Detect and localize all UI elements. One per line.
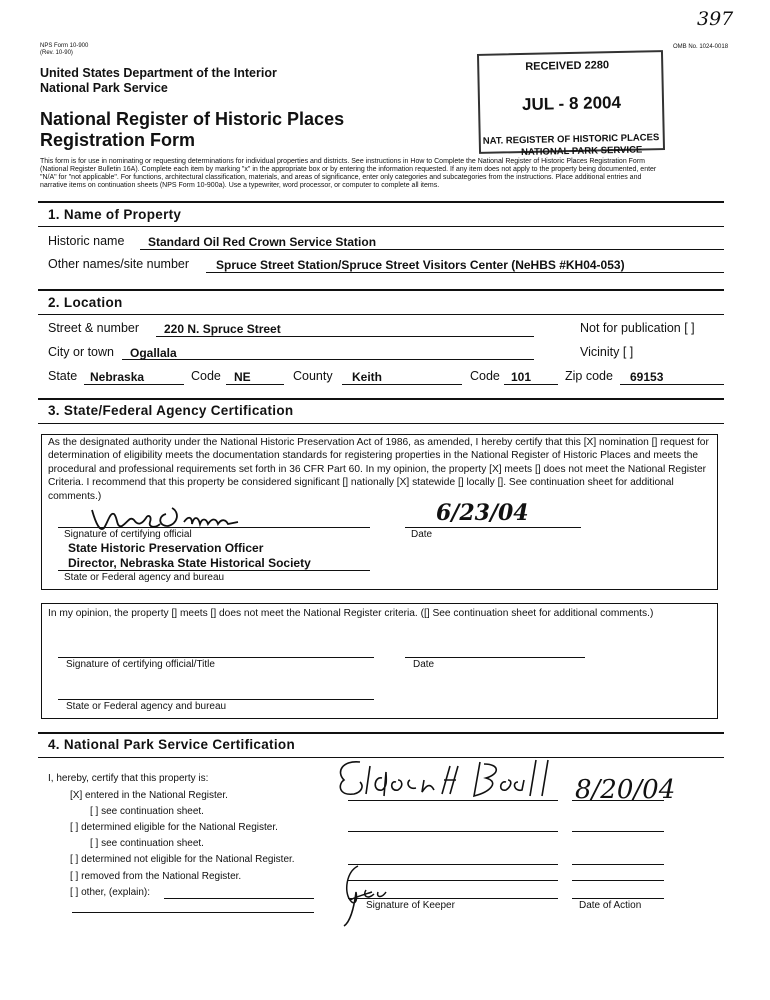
section-2-heading: 2. Location: [48, 295, 123, 310]
street-value: 220 N. Spruce Street: [164, 322, 281, 336]
county-code-label: Code: [470, 369, 500, 383]
option-entered[interactable]: [X] entered in the National Register.: [70, 790, 228, 801]
opinion-date-label: Date: [413, 659, 435, 670]
agency-label: State or Federal agency and bureau: [64, 572, 225, 583]
instructions-line-3: "N/A" for "not applicable". For functions, architectural classification, materials, and areas of significance, enter only categories and subcategories from the instructions. Place additional entries and: [40, 174, 642, 181]
state-value: Nebraska: [90, 370, 145, 384]
keeper-signature: [330, 752, 560, 812]
section-4-rule: [38, 732, 724, 734]
other-names-value: Spruce Street Station/Spruce Street Visitors Center (NeHBS #KH04-053): [216, 258, 625, 272]
keeper-initials: [332, 862, 392, 928]
section-1-heading: 1. Name of Property: [48, 207, 182, 222]
opinion-signature-label: Signature of certifying official/Title: [66, 659, 215, 670]
option-other[interactable]: [ ] other, (explain):: [70, 887, 151, 898]
not-for-publication-checkbox[interactable]: Not for publication [ ]: [580, 321, 695, 335]
action-date: 8/20/04: [575, 775, 676, 805]
street-label: Street & number: [48, 321, 140, 335]
county-value: Keith: [352, 370, 382, 384]
department: United States Department of the Interior: [40, 66, 277, 80]
zip-value: 69153: [630, 370, 664, 384]
service: National Park Service: [40, 81, 168, 95]
section-2-rule: [38, 289, 724, 291]
opinion-text: In my opinion, the property [] meets [] does not meet the National Register criteria. ([] See continuation sheet for additional comments.): [48, 608, 654, 619]
stamp-date: JUL - 8 2004: [521, 92, 622, 115]
historic-name-value: Standard Oil Red Crown Service Station: [148, 235, 377, 249]
nps-intro: I, hereby, certify that this property is:: [48, 773, 209, 784]
option-not-eligible[interactable]: [ ] determined not eligible for the National Register.: [70, 854, 295, 865]
form-revision: (Rev. 10-90): [40, 50, 73, 56]
form-title: National Register of Historic Places: [40, 109, 345, 129]
option-eligible-continuation[interactable]: [ ] see continuation sheet.: [90, 838, 204, 849]
form-subtitle: Registration Form: [40, 130, 196, 150]
officer-agency: Director, Nebraska State Historical Society: [68, 556, 311, 570]
opinion-agency-label: State or Federal agency and bureau: [66, 701, 227, 712]
historic-name-label: Historic name: [48, 234, 125, 248]
stamp-received: RECEIVED 2280: [525, 59, 610, 73]
instructions-line-2: (National Register Bulletin 16A). Complete each item by marking "x" in the appropriate box or by entering the information requested. If any item does not apply to the property being documented, enter: [40, 166, 657, 173]
zip-label: Zip code: [565, 369, 613, 383]
state-code-label: Code: [191, 369, 221, 383]
shpo-signed-date: 6/23/04: [436, 500, 529, 526]
section-4-heading: 4. National Park Service Certification: [48, 737, 295, 752]
section-3-heading: 3. State/Federal Agency Certification: [48, 403, 294, 418]
state-label: State: [48, 369, 78, 383]
county-label: County: [293, 369, 333, 383]
other-names-label: Other names/site number: [48, 257, 190, 271]
instructions-line-4: narrative items on continuation sheets (NPS Form 10-900a). Use a typewriter, word processor, or computer to complete all items.: [40, 182, 440, 189]
received-stamp: [477, 50, 665, 159]
shpo-date-label: Date: [411, 529, 433, 540]
page-number: 397: [697, 8, 734, 30]
vicinity-checkbox[interactable]: Vicinity [ ]: [580, 345, 634, 359]
section-3-rule: [38, 398, 724, 400]
omb-number: OMB No. 1024-0018: [673, 44, 729, 50]
county-code-value: 101: [511, 370, 532, 384]
stamp-service: NATIONAL PARK SERVICE: [520, 144, 643, 159]
state-code-value: NE: [234, 370, 251, 384]
officer-title: State Historic Preservation Officer: [68, 541, 264, 555]
option-eligible[interactable]: [ ] determined eligible for the National Register.: [70, 822, 278, 833]
option-entered-continuation[interactable]: [ ] see continuation sheet.: [90, 806, 204, 817]
city-label: City or town: [48, 345, 114, 359]
instructions-line-1: This form is for use in nominating or requesting determinations for individual properties and districts. See instructions in How to Complete the National Register of Historic Places Registration Form: [40, 158, 645, 165]
keeper-label: Signature of Keeper: [366, 900, 455, 911]
city-value: Ogallala: [130, 346, 177, 360]
shpo-signature-label: Signature of certifying official: [64, 529, 192, 540]
stamp-register: NAT. REGISTER OF HISTORIC PLACES: [482, 132, 660, 147]
section-1-rule: [38, 201, 724, 203]
certification-text: As the designated authority under the National Historic Preservation Act of 1986, as amended, I hereby certify that this [X] nomination [] request for determination of eligibility meets the documentation standards for registering properties in the National Register of Historic Places and meets the procedural and professional requirements set forth in 36 CFR Part 60. In my opinion, the property [X] meets [] does not meet the National Register Criteria. I recommend that this property be considered significant [] nationally [X] statewide [] locally []. See continuation sheet for additional comments.): [48, 437, 709, 502]
form-number: NPS Form 10-900: [40, 43, 89, 49]
option-removed[interactable]: [ ] removed from the National Register.: [70, 871, 242, 882]
action-date-label: Date of Action: [579, 900, 642, 911]
